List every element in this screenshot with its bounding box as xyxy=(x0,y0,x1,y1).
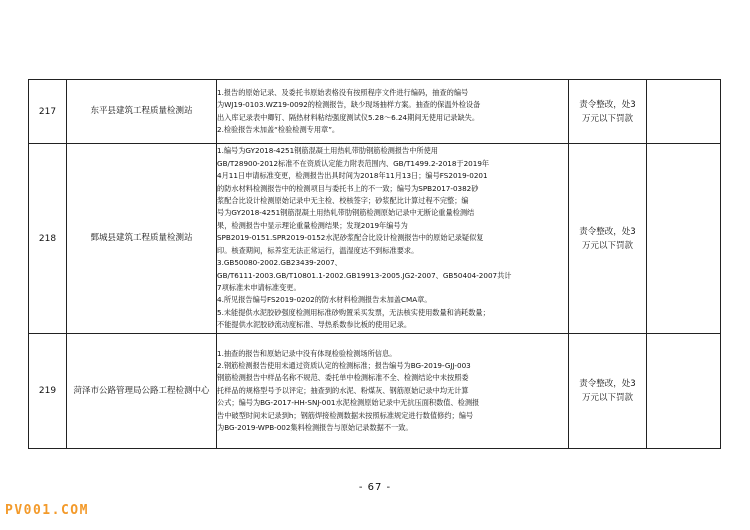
issue-line: 为WJ19-0103.WZ19-0092的检测报告，缺少现场抽样方案。抽查的保温外检设备 xyxy=(217,100,481,110)
issues-cell xyxy=(217,144,569,334)
penalty-line: 责令整改，处3 xyxy=(579,379,636,389)
row-number: 217 xyxy=(29,80,67,144)
penalty-cell xyxy=(569,80,647,144)
issue-line: 钢筋检测报告中样品名称不规范、委托单中检测标准不全、检测结论中未按照委 xyxy=(217,373,469,383)
penalty-line: 责令整改，处3 xyxy=(579,99,636,110)
issue-line: 4月11日申请标准变更，检测报告出具时间为2018年11月13日；编号FS2019-0201 xyxy=(217,171,488,181)
table-row-219 xyxy=(29,334,721,449)
site-watermark: PV001.COM xyxy=(5,503,89,518)
issue-line: 公式；编号为BG-2017-HH-SNJ-001水泥检测原始记录中无抗压面积数值、检测报 xyxy=(217,398,480,408)
issue-line: SPB2019-0151.SPR2019-0152水泥砂浆配合比设计检测报告中的原始记录疑似复 xyxy=(217,233,484,243)
issue-line: 1.报告的原始记录、及委托书原始表格没有按照程序文件进行编码，抽查的编号 xyxy=(217,87,469,97)
penalty-line: 责令整改，处3 xyxy=(579,226,636,237)
issue-line: 1.编号为GY2018-4251钢筋混凝土用热轧带肋钢筋检测报告中所使用 xyxy=(217,146,438,156)
table-row-217 xyxy=(29,80,721,144)
issue-line: 2.检验报告未加盖“检验检测专用章”。 xyxy=(217,124,340,134)
penalty-cell xyxy=(569,334,647,449)
issue-line: 号为GY2018-4251钢筋混凝土用热轧带肋钢筋检测原始记录中无断论重量检测结 xyxy=(217,208,475,218)
issue-line: 托样品的规格型号予以评定；抽查到的水泥、粉煤灰、钢筋原始记录中均无计算 xyxy=(217,385,469,395)
issue-line: 2.钢筋检测报告使用未通过资质认定的检测标准；报告编号为BG-2019-GJJ-003 xyxy=(217,360,471,370)
penalty-line: 万元以下罚款 xyxy=(581,240,633,251)
empty-cell xyxy=(647,80,721,144)
issues-cell xyxy=(217,80,569,144)
row-number: 219 xyxy=(29,334,67,449)
issue-line: GB/T6111-2003.GB/T10801.1-2002.GB19913-2005.JG2-2007、GB50404-2007共计 xyxy=(217,270,512,280)
penalty-line: 万元以下罚款 xyxy=(581,113,633,124)
issue-line: 为BG-2019-WPB-002集料检测报告与原始记录数据不一致。 xyxy=(217,423,413,433)
issue-line: 不能提供水泥胶砂流动度标准、导热系数参比板的使用记录。 xyxy=(217,320,412,330)
issue-line: 7项标准未申请标准变更。 xyxy=(217,282,301,292)
empty-cell xyxy=(647,334,721,449)
issue-line: 告中破型时间未记录到h；钢筋焊接检测数据未按照标准规定进行数值修约；编号 xyxy=(217,410,474,420)
issue-line: 3.GB50080-2002.GB23439-2007、 xyxy=(217,258,342,268)
table-row-218 xyxy=(29,144,721,334)
issue-line: 印。核查期间，标养室无法正常运行，温湿度达不到标准要求。 xyxy=(217,245,419,255)
violations-table xyxy=(28,79,721,449)
penalty-cell xyxy=(569,144,647,334)
issues-cell xyxy=(217,334,569,449)
page-number: - 67 - xyxy=(358,482,392,493)
issue-line: 出入库记录表中卿钉、隔热材料粘结强度测试仪5.28～6.24期间无使用记录缺失。 xyxy=(217,112,480,122)
issue-line: 4.所见报告编号FS2019-0202的防水材料检测报告未加盖CMA章。 xyxy=(217,295,432,305)
empty-cell xyxy=(647,144,721,334)
issue-line: 5.未能提供水泥胶砂强度检测用标准砂购置采买发票，无法核实使用数量和消耗数量； xyxy=(217,307,490,317)
row-number: 218 xyxy=(29,144,67,334)
issue-line: 1.抽查的报告和原始记录中没有体现检验检测场所信息。 xyxy=(217,348,397,358)
inspection-unit-name: 东平县建筑工程质量检测站 xyxy=(67,80,217,144)
inspection-unit-name: 菏泽市公路管理局公路工程检测中心 xyxy=(67,334,217,449)
issue-line: 果，检测报告中显示理论重量检测结果；发现2019年编号为 xyxy=(217,220,408,230)
penalty-line: 万元以下罚款 xyxy=(581,393,633,403)
issue-line: GB/T28900-2012标准不在资质认定能力附表范围内、GB/T1499.2-2018于2019年 xyxy=(217,158,490,168)
issue-line: 浆配合比设计检测原始记录中无主检、校核签字；砂浆配比计算过程不完整；编 xyxy=(217,196,469,206)
inspection-unit-name: 鄄城县建筑工程质量检测站 xyxy=(67,144,217,334)
issue-line: 的防水材料检测报告中的检测项目与委托书上的不一致；编号为SPB2017-0382砂 xyxy=(217,183,479,193)
